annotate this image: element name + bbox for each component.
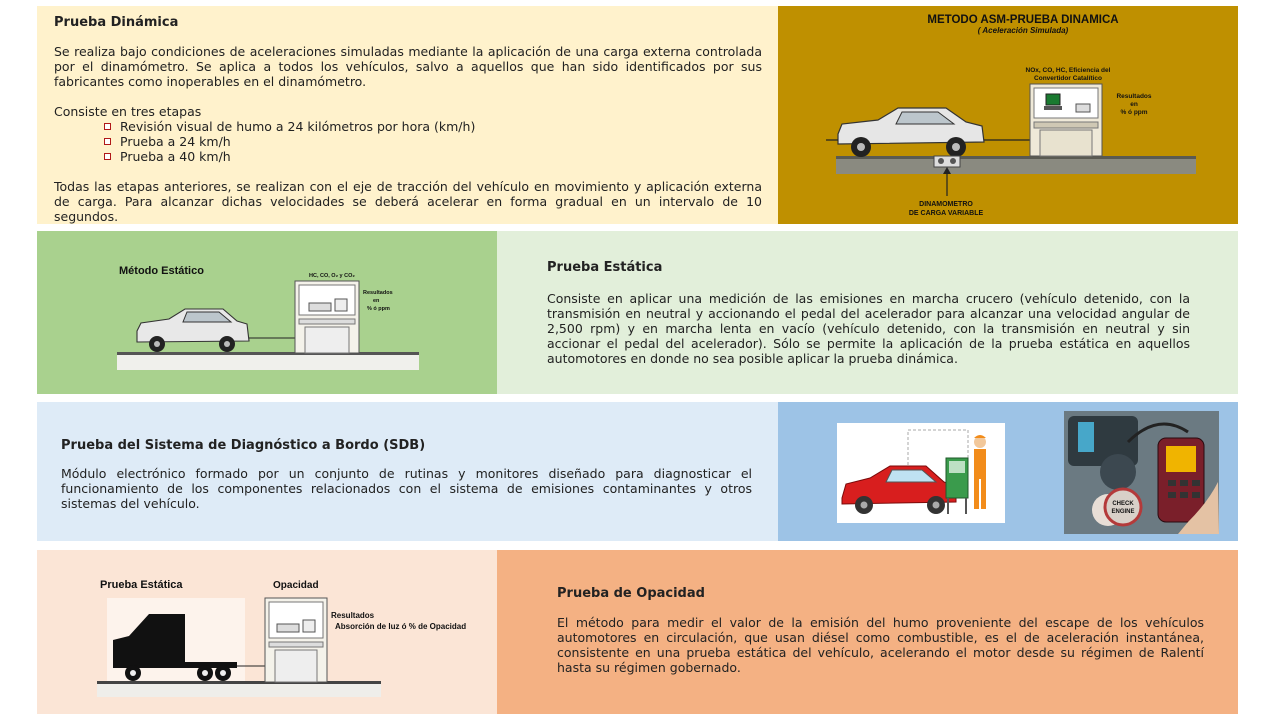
analyzer-label-line1: NOx, CO, HC, Eficiencia del bbox=[1025, 67, 1111, 74]
dynamic-test-figure-panel bbox=[778, 6, 1238, 224]
static-test-title: Prueba Estática bbox=[547, 260, 663, 275]
obd-test-figure-panel bbox=[778, 402, 1238, 541]
obd-test-text-panel bbox=[37, 402, 778, 541]
dyno-label-line1: DINAMOMETRO bbox=[919, 201, 973, 208]
dynamometer-icon bbox=[934, 156, 960, 196]
dynamic-test-stages-note: Todas las etapas anteriores, se realizan con el eje de tracción del vehículo en movimiento y aplicación externa de carga. Para alcanzar dichas velocidades se deberá acelerar en forma gradual en un intervalo de 10 segundos. bbox=[54, 179, 762, 224]
svg-text:ENGINE: ENGINE bbox=[1111, 509, 1135, 515]
gas-analyzer-cabinet-icon bbox=[295, 281, 359, 353]
analyzer-label-line2: Convertidor Catalítico bbox=[1034, 75, 1102, 82]
results-label-line2: Absorción de luz ó % de Opacidad bbox=[335, 622, 467, 631]
results-label-line3: % ó ppm bbox=[1120, 109, 1148, 116]
dynamic-test-description: Se realiza bajo condiciones de aceleraciones simuladas mediante la aplicación de una carga externa controlada por el dinamómetro. Se aplica a todos los vehículos, salvo a aquellos que han sido identificados por sus fabricantes como inoperables en el dinamómetro. bbox=[54, 44, 762, 89]
car-diagnosis-illustration bbox=[837, 423, 1005, 523]
obd-test-description: Módulo electrónico formado por un conjunto de rutinas y monitores diseñado para diagnosticar el funcionamiento de los componentes relacionados con el sistema de emisiones contaminantes y otros sistemas del vehículo. bbox=[61, 466, 752, 511]
dyno-label-line2: DE CARGA VARIABLE bbox=[908, 210, 984, 217]
figure-title: Método Estático bbox=[119, 265, 204, 277]
opacity-test-description: El método para medir el valor de la emisión del humo proveniente del escape de los vehículos automotores en circulación, que usan diésel como combustible, es el de aceleración instantánea, consistente en una prueba estática del vehículo, acelerando el motor desde su régimen de Ralentí hasta su régimen gobernado. bbox=[557, 615, 1204, 675]
obd-scanner-photo bbox=[1064, 411, 1219, 534]
opacity-label: Opacidad bbox=[273, 580, 319, 591]
opacity-test-diagram bbox=[37, 550, 497, 714]
asm-dynamic-test-diagram bbox=[778, 6, 1238, 224]
obd-test-title: Prueba del Sistema de Diagnóstico a Bordo (SDB) bbox=[61, 438, 426, 453]
opacity-test-figure-panel bbox=[37, 550, 497, 714]
ground-road bbox=[117, 354, 419, 370]
gas-analyzer-cabinet-icon bbox=[1030, 84, 1102, 156]
results-label-line2: en bbox=[373, 298, 380, 304]
figure-title: METODO ASM-PRUEBA DINAMICA bbox=[927, 14, 1119, 26]
results-label-line2: en bbox=[1130, 101, 1138, 108]
results-label-line3: % ó ppm bbox=[367, 306, 390, 312]
opacity-test-title: Prueba de Opacidad bbox=[557, 586, 705, 601]
opacimeter-cabinet-icon bbox=[265, 598, 327, 682]
static-test-text-panel bbox=[497, 231, 1238, 394]
car-icon bbox=[137, 309, 249, 352]
results-label-line1: Resultados bbox=[363, 290, 393, 296]
results-label-line1: Resultados bbox=[331, 611, 375, 620]
results-label-line1: Resultados bbox=[1116, 93, 1152, 100]
svg-text:CHECK: CHECK bbox=[1112, 501, 1134, 507]
dynamic-test-steps-list bbox=[54, 119, 762, 164]
dynamic-test-steps-intro: Consiste en tres etapas bbox=[54, 104, 202, 119]
list-item: Prueba a 40 km/h bbox=[102, 149, 762, 164]
list-item: Prueba a 24 km/h bbox=[102, 134, 762, 149]
opacity-test-text-panel bbox=[497, 550, 1238, 714]
static-test-label: Prueba Estática bbox=[100, 579, 183, 591]
figure-subtitle: ( Aceleración Simulada) bbox=[977, 26, 1069, 35]
dynamic-test-text-panel bbox=[37, 6, 778, 224]
obd-illustrations bbox=[778, 402, 1238, 541]
ground-road bbox=[97, 683, 381, 697]
static-test-figure-panel bbox=[37, 231, 497, 394]
static-method-diagram bbox=[37, 231, 497, 394]
gases-label: HC, CO, O₂ y CO₂ bbox=[309, 273, 355, 279]
car-icon bbox=[838, 108, 984, 157]
check-engine-badge bbox=[1105, 489, 1141, 525]
dynamic-test-title: Prueba Dinámica bbox=[54, 15, 179, 30]
list-item: Revisión visual de humo a 24 kilómetros por hora (km/h) bbox=[102, 119, 762, 134]
static-test-description: Consiste en aplicar una medición de las emisiones en marcha crucero (vehículo detenido, con la transmisión en neutral y accionando el pedal del acelerador para alcanzar una velocidad angular de 2,500 rpm) y en marcha lenta en vacío (vehículo detenido, con la transmisión en neutral y sin accionar el pedal del acelerador). Sólo se permite la aplicación de la prueba estática en aquellos automotores en donde no sea posible aplicar la prueba dinámica. bbox=[547, 291, 1190, 366]
